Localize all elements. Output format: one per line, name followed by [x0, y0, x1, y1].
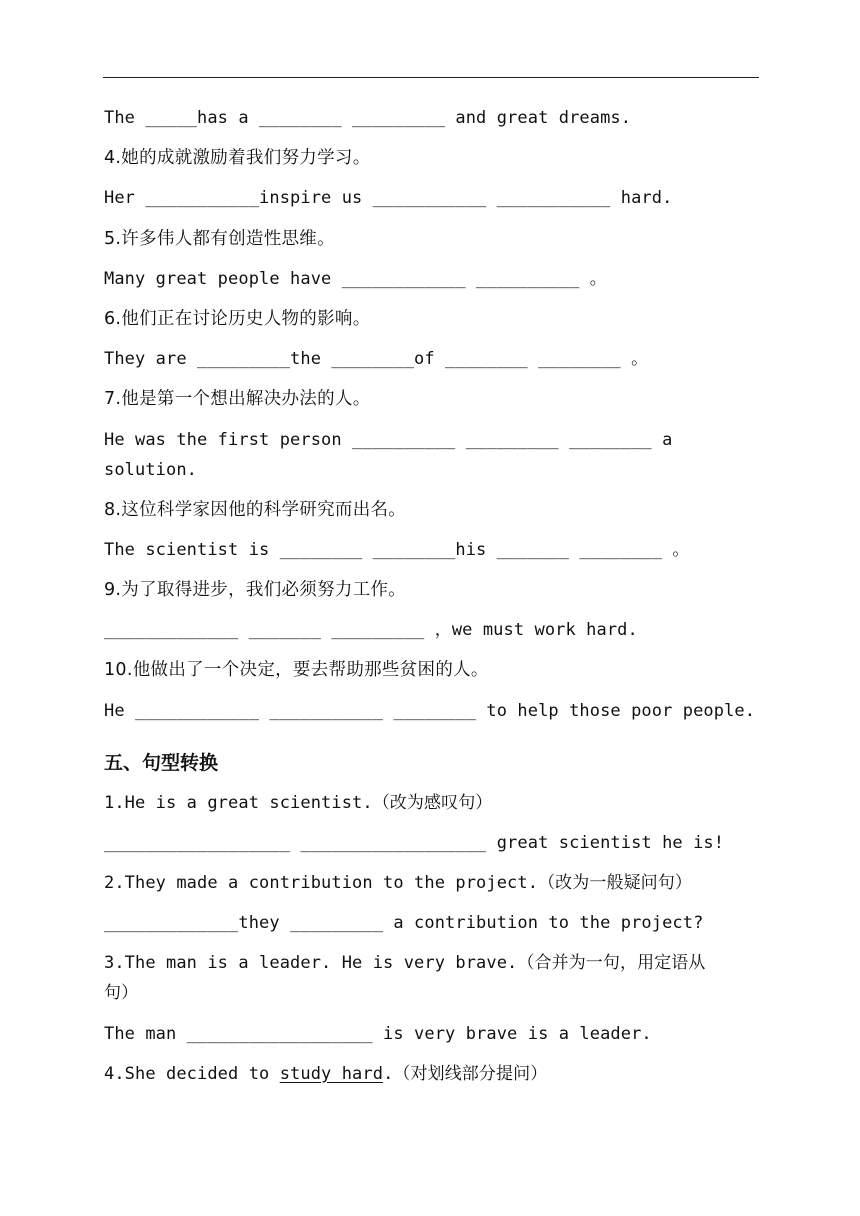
question-9: 9.为了取得进步，我们必须努力工作。 — [104, 580, 407, 601]
transform-answer-2: _____________they _________ a contribution to the project? — [104, 913, 704, 934]
question-6: 6.他们正在讨论历史人物的影响。 — [104, 308, 371, 329]
transform-question-1: 1.He is a great scientist.（改为感叹句） — [104, 792, 493, 813]
question-7: 7.他是第一个想出解决办法的人。 — [104, 389, 371, 410]
q4-prefix: 4.She decided to — [104, 1063, 280, 1084]
transform-question-3b: 句） — [104, 983, 139, 1004]
answer-line-8: The scientist is ________ ________his _______ ________ 。 — [104, 539, 690, 560]
transform-answer-3: The man __________________ is very brave is a leader. — [104, 1023, 652, 1044]
q4-suffix: .（对划线部分提问） — [383, 1063, 548, 1084]
question-8: 8.这位科学家因他的科学研究而出名。 — [104, 499, 407, 520]
transform-question-2: 2.They made a contribution to the project.（改为一般疑问句） — [104, 873, 692, 893]
section-title: 五、句型转换 — [104, 751, 219, 774]
answer-line-10: He ____________ ___________ ________ to help those poor people. — [104, 700, 756, 721]
q4-underlined-phrase: study hard — [279, 1063, 384, 1084]
answer-line-7b: solution. — [104, 459, 198, 480]
transform-question-4 — [104, 1060, 764, 1088]
transform-question-3a: 3.The man is a leader. He is very brave.（合并为一句，用定语从 — [104, 953, 706, 974]
answer-line-7a: He was the first person __________ _________ ________ a — [104, 429, 673, 450]
header-rule — [103, 77, 759, 78]
question-10: 10.他做出了一个决定，要去帮助那些贫困的人。 — [104, 660, 489, 681]
transform-answer-1: __________________ __________________ great scientist he is! — [104, 832, 725, 853]
answer-line-5: Many great people have ____________ __________ 。 — [104, 268, 607, 289]
answer-line-4: Her ___________inspire us ___________ ___________ hard. — [104, 188, 673, 209]
answer-line-3: The _____has a ________ _________ and great dreams. — [104, 108, 632, 128]
answer-line-9: _____________ _______ _________ ，we must work hard. — [104, 620, 638, 641]
answer-line-6: They are _________the ________of ________ ________ 。 — [104, 349, 649, 370]
question-4: 4.她的成就激励着我们努力学习。 — [104, 148, 371, 169]
question-5: 5.许多伟人都有创造性思维。 — [104, 228, 335, 249]
worksheet-content — [104, 104, 764, 1100]
